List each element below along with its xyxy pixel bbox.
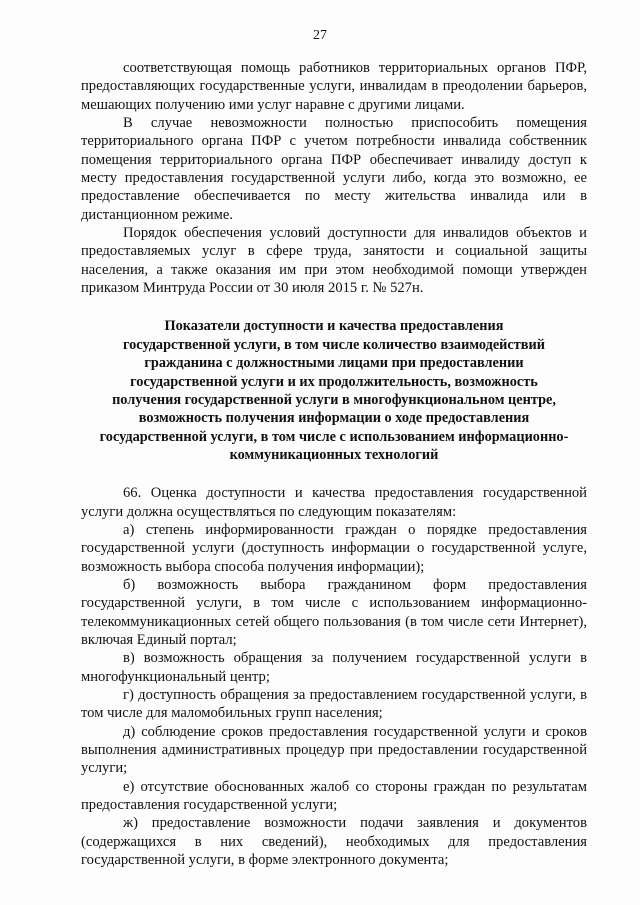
section-heading <box>81 317 587 464</box>
list-item-e: е) отсутствие обоснованных жалоб со стороны граждан по результатам предоставления государственной услуги; <box>81 778 587 814</box>
heading-line: получения государственной услуги в многофункциональном центре, <box>112 391 556 408</box>
heading-line: возможность получения информации о ходе предоставления <box>138 410 530 427</box>
list-item-b: б) возможность выбора гражданином форм предоставления государственной услуги, в том числе с использованием информационно-телекоммуникационных сетей общего пользования (в том числе сети Интернет), включая Единый портал; <box>81 576 587 648</box>
heading-line: государственной услуги, в том числе с использованием информационно- <box>99 428 569 445</box>
section-66-lead: 66. Оценка доступности и качества предоставления государственной услуги должна осуществляться по следующим показателям: <box>81 485 587 520</box>
list-item-zh: ж) предоставление возможности подачи заявления и документов (содержащихся в них сведений), необходимых для предоставления государственной услуги, в форме электронного документа; <box>81 815 587 869</box>
intro-paragraph-3: Порядок обеспечения условий доступности для инвалидов объектов и предоставляемых услуг в сфере труда, занятости и социальной защиты населения, а также оказания им при этом необходимой помощи утвержден приказом Минтруда России от 30 июля 2015 г. № 527н. <box>81 225 587 297</box>
heading-line: коммуникационных технологий <box>229 446 439 463</box>
list-item-g: г) доступность обращения за предоставлением государственной услуги, в том числе для маломобильных групп населения; <box>81 687 587 722</box>
intro-paragraph-2: В случае невозможности полностью приспособить помещения территориального органа ПФР с учетом потребности инвалида собственник помещения территориального органа ПФР обеспечивает инвалиду доступ к месту предоставления государственной услуги либо, когда это возможно, ее предоставление обеспечивается по месту жительства инвалида или в дистанционном режиме. <box>81 115 587 223</box>
page-content <box>81 59 587 869</box>
list-item-v: в) возможность обращения за получением государственной услуги в многофункциональный центр; <box>81 650 587 685</box>
list-item-d: д) соблюдение сроков предоставления государственной услуги и сроков выполнения административных процедур при предоставлении государственной услуги; <box>81 723 587 777</box>
heading-line: гражданина с должностными лицами при предоставлении <box>144 355 524 372</box>
heading-line: государственной услуги, в том числе количество взаимодействий <box>123 336 545 353</box>
list-item-a: а) степень информированности граждан о порядке предоставления государственной услуги (доступность информации о государственной услуге, возможность выбора способа получения информации); <box>81 521 587 575</box>
heading-line: Показатели доступности и качества предоставления <box>164 318 504 335</box>
heading-line: государственной услуги и их продолжительность, возможность <box>130 373 538 390</box>
intro-paragraph-1: соответствующая помощь работников территориальных органов ПФР, предоставляющих государственные услуги, инвалидам в преодолении барьеров, мешающих получению ими услуг наравне с другими лицами. <box>81 60 587 113</box>
page-number: 27 <box>313 28 327 43</box>
